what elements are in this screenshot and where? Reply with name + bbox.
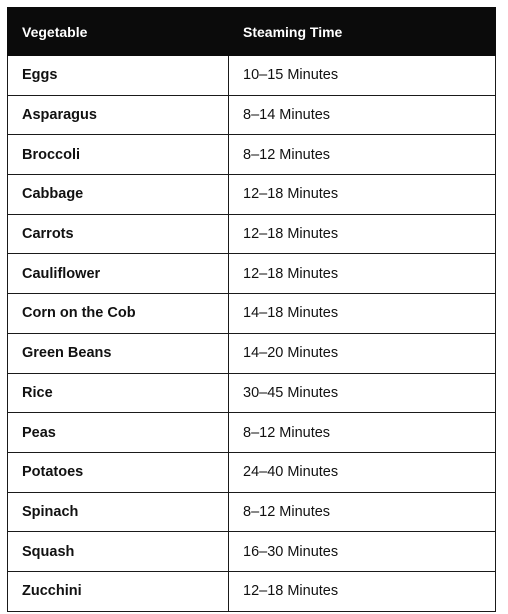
table-row — [8, 294, 496, 334]
table-row — [8, 175, 496, 215]
table-row — [8, 452, 496, 492]
time-cell: 12–18 Minutes — [229, 571, 496, 611]
vegetable-cell: Eggs — [8, 56, 229, 96]
vegetable-cell: Asparagus — [8, 95, 229, 135]
vegetable-cell: Corn on the Cob — [8, 294, 229, 334]
time-cell: 8–12 Minutes — [229, 492, 496, 532]
vegetable-cell: Cabbage — [8, 175, 229, 215]
table-row — [8, 571, 496, 611]
table-row — [8, 492, 496, 532]
table-row — [8, 95, 496, 135]
vegetable-cell: Spinach — [8, 492, 229, 532]
header-row — [8, 8, 496, 56]
vegetable-cell: Cauliflower — [8, 254, 229, 294]
vegetable-cell: Green Beans — [8, 333, 229, 373]
time-cell: 10–15 Minutes — [229, 56, 496, 96]
table-row — [8, 373, 496, 413]
header-steaming-time: Steaming Time — [229, 8, 496, 56]
table-row — [8, 56, 496, 96]
time-cell: 14–20 Minutes — [229, 333, 496, 373]
steaming-time-table — [7, 7, 496, 612]
time-cell: 14–18 Minutes — [229, 294, 496, 334]
table-row — [8, 333, 496, 373]
vegetable-cell: Zucchini — [8, 571, 229, 611]
vegetable-cell: Rice — [8, 373, 229, 413]
header-vegetable: Vegetable — [8, 8, 229, 56]
time-cell: 12–18 Minutes — [229, 175, 496, 215]
time-cell: 24–40 Minutes — [229, 452, 496, 492]
time-cell: 8–12 Minutes — [229, 135, 496, 175]
vegetable-cell: Carrots — [8, 214, 229, 254]
vegetable-cell: Peas — [8, 413, 229, 453]
table-body — [8, 56, 496, 612]
table-row — [8, 254, 496, 294]
table-row — [8, 214, 496, 254]
vegetable-cell: Broccoli — [8, 135, 229, 175]
table-row — [8, 532, 496, 572]
time-cell: 8–12 Minutes — [229, 413, 496, 453]
vegetable-cell: Squash — [8, 532, 229, 572]
time-cell: 12–18 Minutes — [229, 254, 496, 294]
time-cell: 8–14 Minutes — [229, 95, 496, 135]
vegetable-cell: Potatoes — [8, 452, 229, 492]
time-cell: 30–45 Minutes — [229, 373, 496, 413]
time-cell: 16–30 Minutes — [229, 532, 496, 572]
steaming-time-table-container — [7, 7, 495, 612]
table-header — [8, 8, 496, 56]
table-row — [8, 135, 496, 175]
time-cell: 12–18 Minutes — [229, 214, 496, 254]
table-row — [8, 413, 496, 453]
